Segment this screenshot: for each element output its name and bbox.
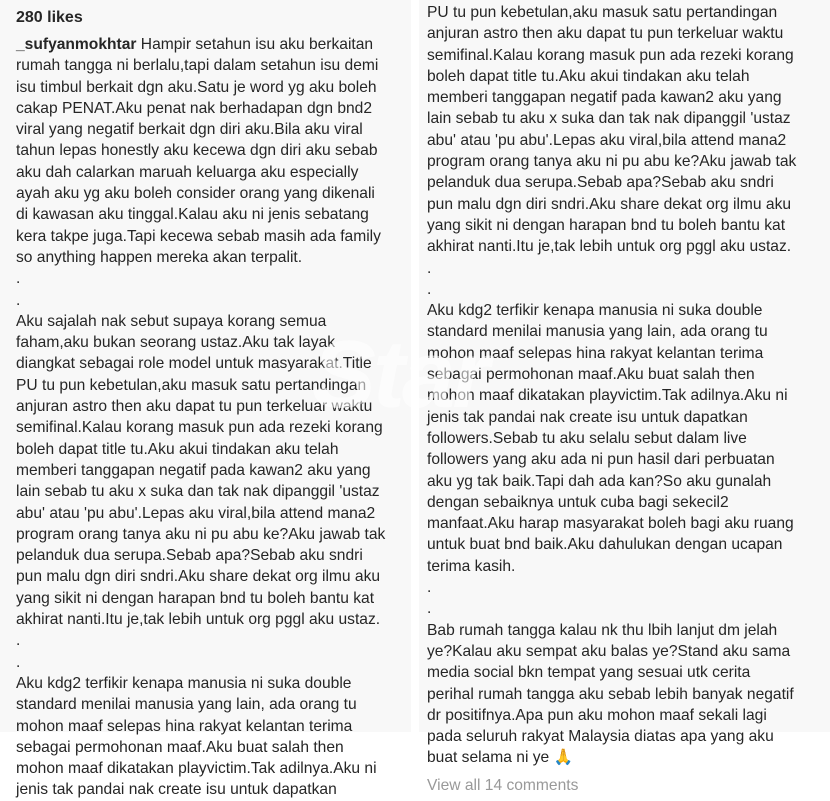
username-link[interactable]: _sufyanmokhtar <box>16 36 137 53</box>
caption-paragraph: Aku sajalah nak sebut supaya korang semua faham,aku bukan seorang ustaz.Aku tak layak diangkat sebagai role model untuk masyarakat.Title PU tu pun kebetulan,aku masuk satu pertandingan anjuran astro then aku dapat tu pun terkeluar waktu semifinal.Kalau korang masuk pun ada rezeki korang boleh dapat title tu.Aku akui tindakan aku telah memberi tanggapan negatif pada kawan2 aku yang lain sebab tu aku x suka dan tak nak dipanggil 'ustaz abu' atau 'pu abu'.Lepas aku viral,bila attend mana2 program orang tanya aku ni pu abu ke?Aku jawab tak pelanduk dua serupa.Sebab apa?Sebab aku sndri pun malu dgn diri sndri.Aku share dekat org ilmu aku yang sikit ni dengan harapan bnd tu boleh bantu kat akhirat nanti.Itu je,tak lebih untuk org pggl aku ustaz. <box>16 312 386 629</box>
caption-dots: . . <box>16 270 21 309</box>
caption-paragraph: Aku kdg2 terfikir kenapa manusia ni suka double standard menilai manusia yang lain, ada orang tu mohon maaf selepas hina rakyat kelantan terima sebagai permohonan maaf.Aku buat salah then mohon maaf dikatakan playvictim.Tak adilnya.Aku ni jenis tak pandai nak create isu untuk dapatkan <box>16 674 377 799</box>
caption-paragraph: Aku kdg2 terfikir kenapa manusia ni suka double standard menilai manusia yang lain, ada orang tu mohon maaf selepas hina rakyat kelantan terima sebagai permohonan maaf.Aku buat salah then mohon maaf dikatakan playvictim.Tak adilnya.Aku ni jenis tak pandai nak create isu untuk dapatkan followers.Sebab tu aku selalu sebut dalam live followers yang aku ada ni pun hasil dari perbuatan aku yg tak baik.Tapi dah ada kan?So aku gunalah dengan sebaiknya untuk cuba bagi sekecil2 manfaat.Aku harap masyarakat boleh bagi aku ruang untuk buat bnd baik.Aku dahulukan dengan ucapan terima kasih. <box>427 302 794 575</box>
left-screenshot-panel <box>0 0 411 799</box>
caption-dots: . . <box>427 259 432 298</box>
caption-intro <box>16 34 405 268</box>
view-all-comments-link[interactable]: View all 14 comments <box>427 776 579 794</box>
caption-paragraph: PU tu pun kebetulan,aku masuk satu pertandingan anjuran astro then aku dapat tu pun terkeluar waktu semifinal.Kalau korang masuk pun ada rezeki korang boleh dapat title tu.Aku akui tindakan aku telah memberi tanggapan negatif pada kawan2 aku yang lain sebab tu aku x suka dan tak nak dipanggil 'ustaz abu' atau 'pu abu'.Lepas aku viral,bila attend mana2 program orang tanya aku ni pu abu ke?Aku jawab tak pelanduk dua serupa.Sebab apa?Sebab aku sndri pun malu dgn diri sndri.Aku share dekat org ilmu aku yang sikit ni dengan harapan bnd tu boleh bantu kat akhirat nanti.Itu je,tak lebih untuk org pggl aku ustaz. <box>427 4 797 256</box>
caption-dots: . . <box>16 632 21 671</box>
caption-dots: . . <box>427 579 432 618</box>
star-watermark: Star <box>312 321 487 428</box>
caption-intro-text: Hampir setahun isu aku berkaitan rumah tangga ni berlalu,tapi dalam setahun isu demi isu timbul berkait dgn aku.Satu je word yg aku boleh cakap PENAT.Aku penat nak berhadapan dgn bnd2 viral yang negatif berkait dgn diri aku.Bila aku viral tahun lepas honestly aku kecewa dgn diri aku sebab aku dah calarkan maruah keluarga aku especially ayah aku yg aku boleh consider orang yang dikenali di kawasan aku tinggal.Kalau aku ni jenis sebatang kera takpe juga.Tapi kecewa sebab masih ada family so anything happen mereka akan terpalit. <box>16 36 381 266</box>
right-screenshot-panel <box>419 0 830 794</box>
caption-paragraph: Bab rumah tangga kalau nk thu lbih lanjut dm jelah ye?Kalau aku sempat aku balas ye?Stand aku sama media social bkn tempat yang sesuai utk cerita perihal rumah tangga aku sebab lebih banyak negatif dr positifnya.Apa pun aku mohon maaf sekali lagi pada seluruh rakyat Malaysia diatas apa yang aku buat selama ni ye 🙏 <box>427 621 794 767</box>
likes-count[interactable]: 280 likes <box>16 9 83 26</box>
